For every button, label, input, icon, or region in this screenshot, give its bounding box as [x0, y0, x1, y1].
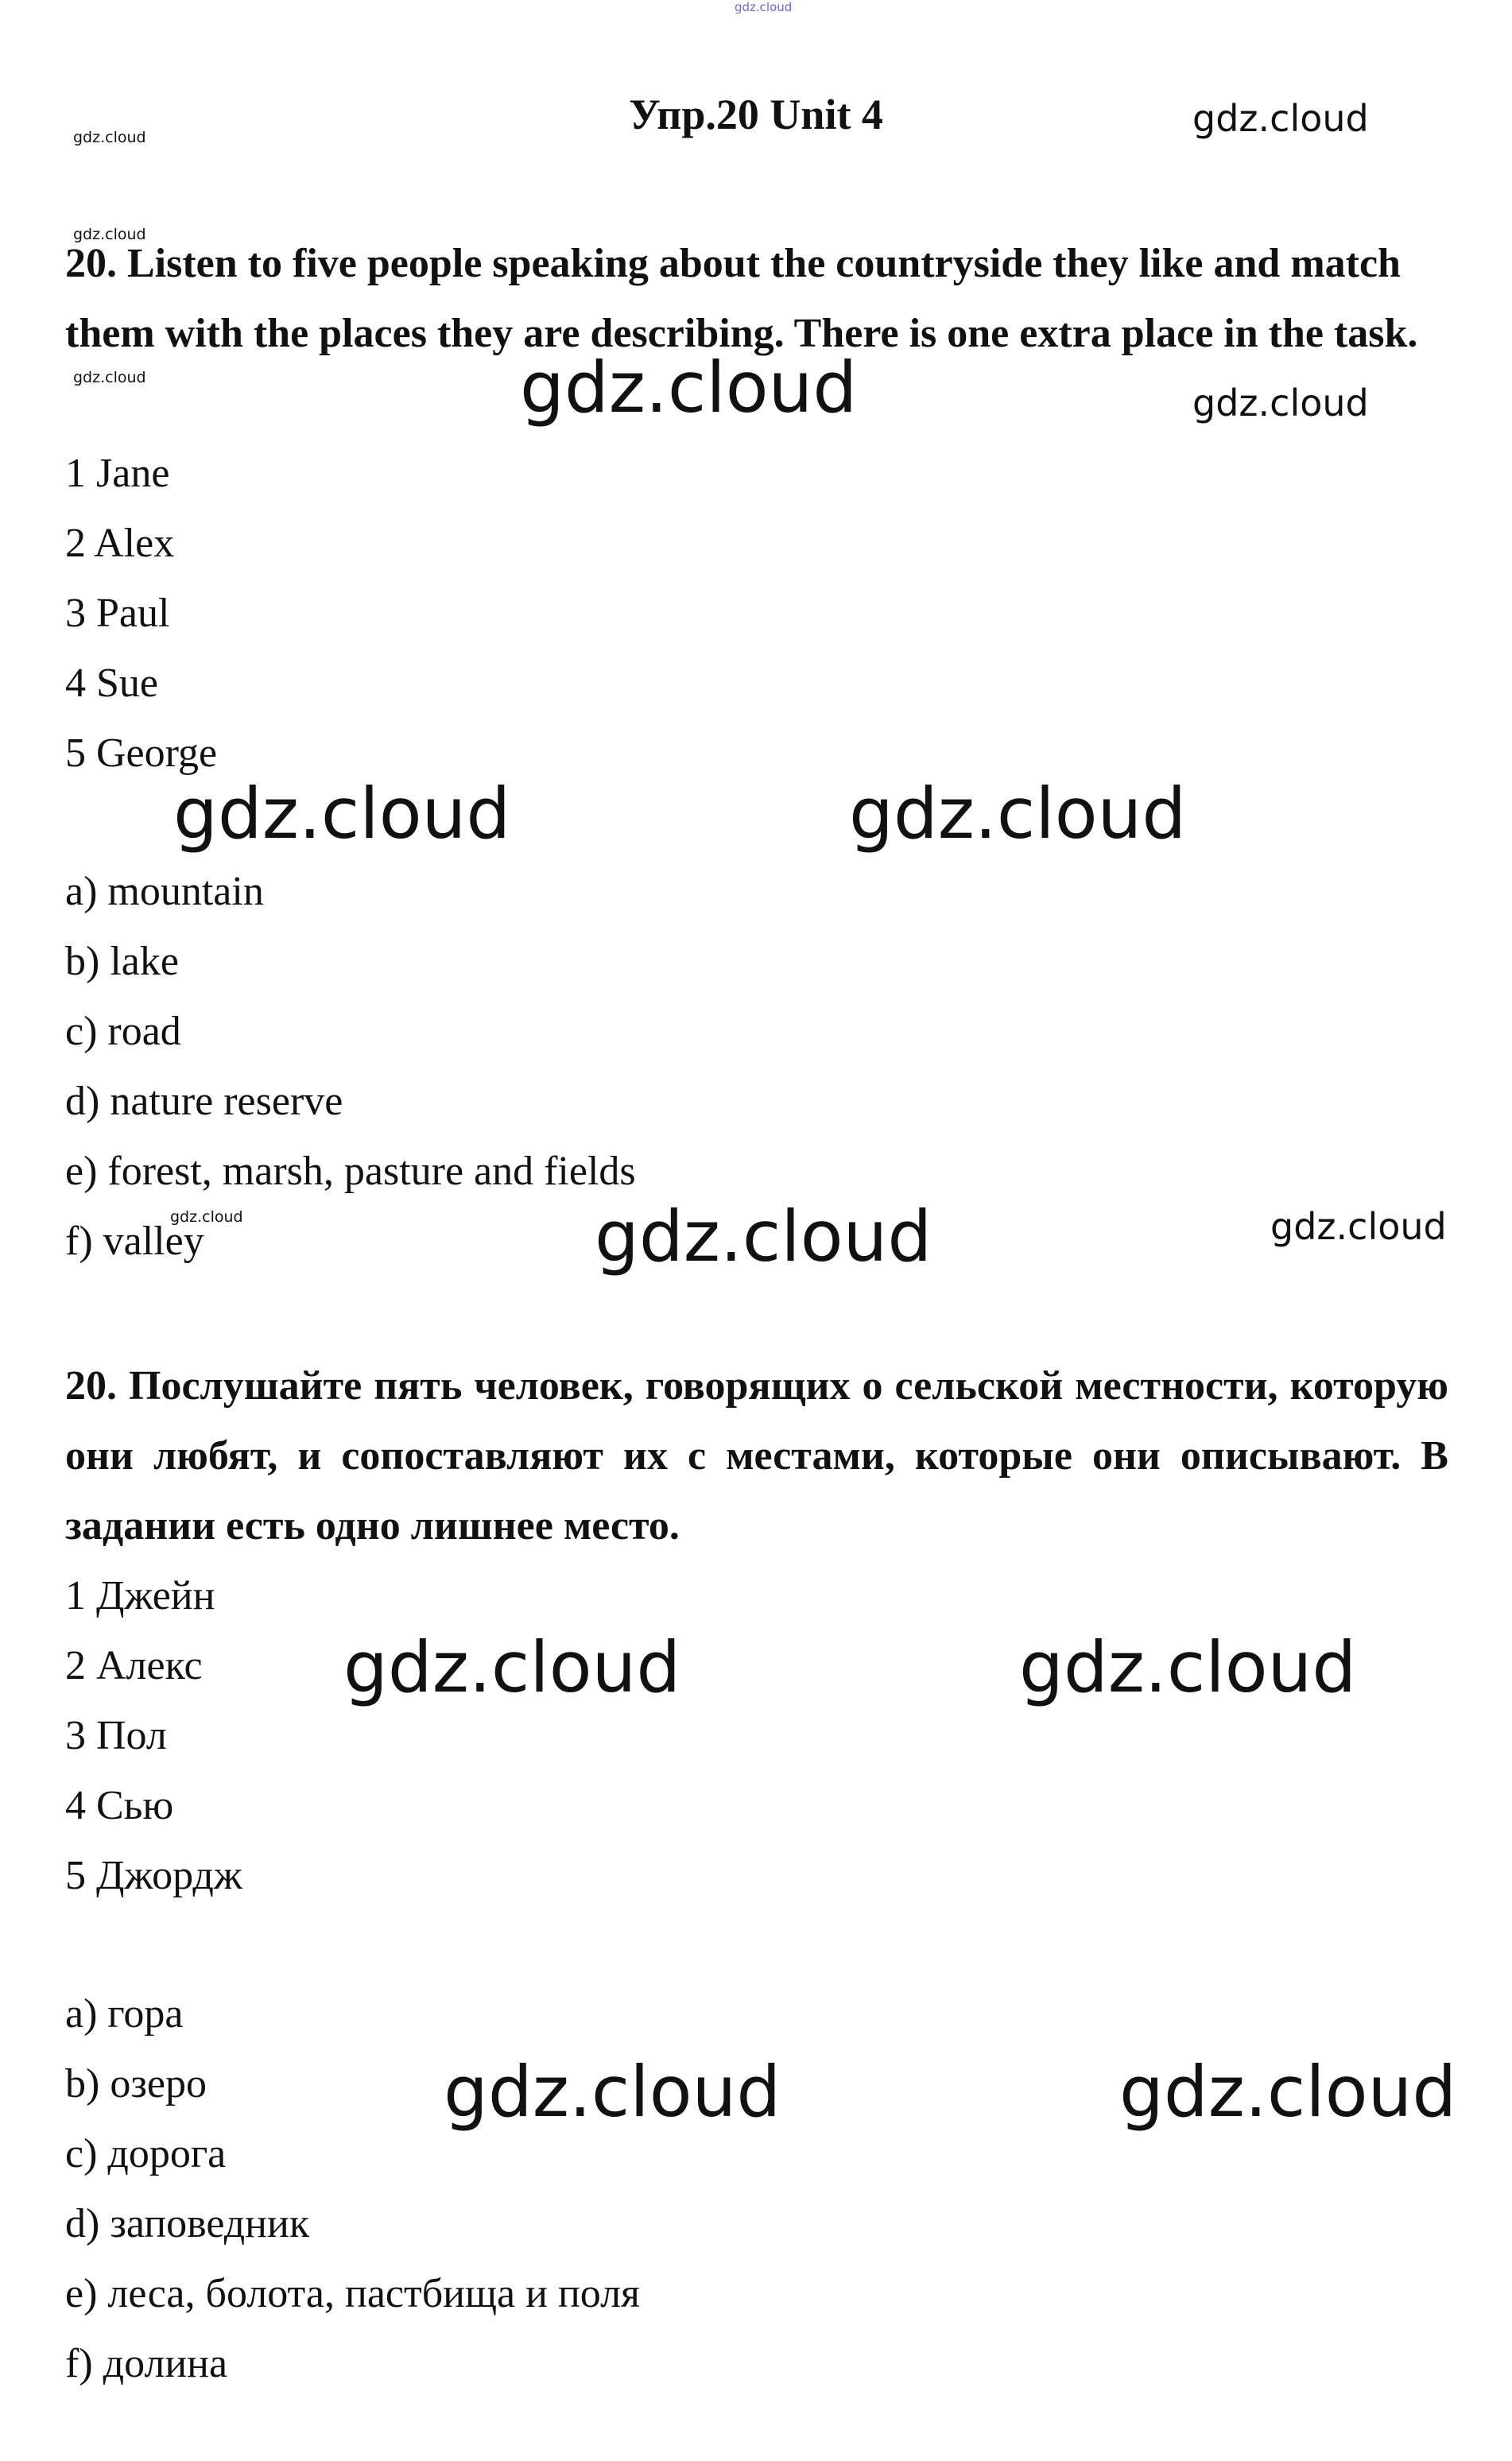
- watermark: gdz.cloud: [343, 1626, 681, 1708]
- watermark: gdz.cloud: [173, 773, 511, 855]
- watermark: gdz.cloud: [170, 1208, 243, 1226]
- list-item: 5 George: [65, 731, 218, 776]
- list-item: 2 Алекс: [65, 1643, 203, 1688]
- list-item: a) mountain: [65, 869, 264, 914]
- watermark: gdz.cloud: [735, 0, 793, 14]
- watermark: gdz.cloud: [595, 1196, 932, 1277]
- watermark: gdz.cloud: [1270, 1205, 1447, 1248]
- watermark: gdz.cloud: [1192, 97, 1369, 140]
- list-item: 3 Пол: [65, 1713, 167, 1758]
- people-list-en: [65, 439, 217, 789]
- watermark: gdz.cloud: [73, 369, 146, 386]
- list-item: f) valley: [65, 1219, 204, 1264]
- list-item: d) заповедник: [65, 2201, 310, 2246]
- list-item: b) озеро: [65, 2061, 207, 2106]
- watermark: gdz.cloud: [1192, 382, 1369, 424]
- watermark: gdz.cloud: [73, 226, 146, 243]
- watermark: gdz.cloud: [73, 129, 146, 146]
- list-item: d) nature reserve: [65, 1079, 343, 1124]
- list-item: 1 Jane: [65, 451, 170, 496]
- list-item: 1 Джейн: [65, 1573, 215, 1618]
- list-item: e) леса, болота, пастбища и поля: [65, 2271, 640, 2316]
- list-item: e) forest, marsh, pasture and fields: [65, 1149, 636, 1194]
- list-item: f) долина: [65, 2341, 228, 2386]
- watermark: gdz.cloud: [444, 2051, 781, 2133]
- places-list-en: [65, 857, 636, 1277]
- list-item: 4 Sue: [65, 661, 158, 706]
- task-instruction-en: 20. Listen to five people speaking about the countryside they like and match them with the places they are describing. There is one extra place in the task.: [65, 241, 1418, 356]
- watermark: gdz.cloud: [1019, 1626, 1357, 1708]
- task-instruction-ru: 20. Послушайте пять человек, говорящих о сельской местности, которую они любят, и сопоставляют их с местами, которые они описывают. В задании есть одно лишнее место.: [65, 1363, 1448, 1548]
- places-list-ru: [65, 1979, 640, 2399]
- watermark: gdz.cloud: [849, 773, 1187, 855]
- watermark: gdz.cloud: [1119, 2051, 1457, 2133]
- list-item: 4 Сью: [65, 1783, 174, 1828]
- list-item: c) road: [65, 1009, 181, 1054]
- list-item: a) гора: [65, 1991, 184, 2037]
- list-item: 3 Paul: [65, 591, 170, 636]
- list-item: b) lake: [65, 939, 179, 984]
- watermark: gdz.cloud: [520, 347, 858, 428]
- list-item: c) дорога: [65, 2131, 227, 2176]
- people-list-ru: [65, 1561, 242, 1911]
- list-item: 5 Джордж: [65, 1853, 242, 1898]
- page-title: Упр.20 Unit 4: [629, 91, 883, 138]
- list-item: 2 Alex: [65, 521, 175, 566]
